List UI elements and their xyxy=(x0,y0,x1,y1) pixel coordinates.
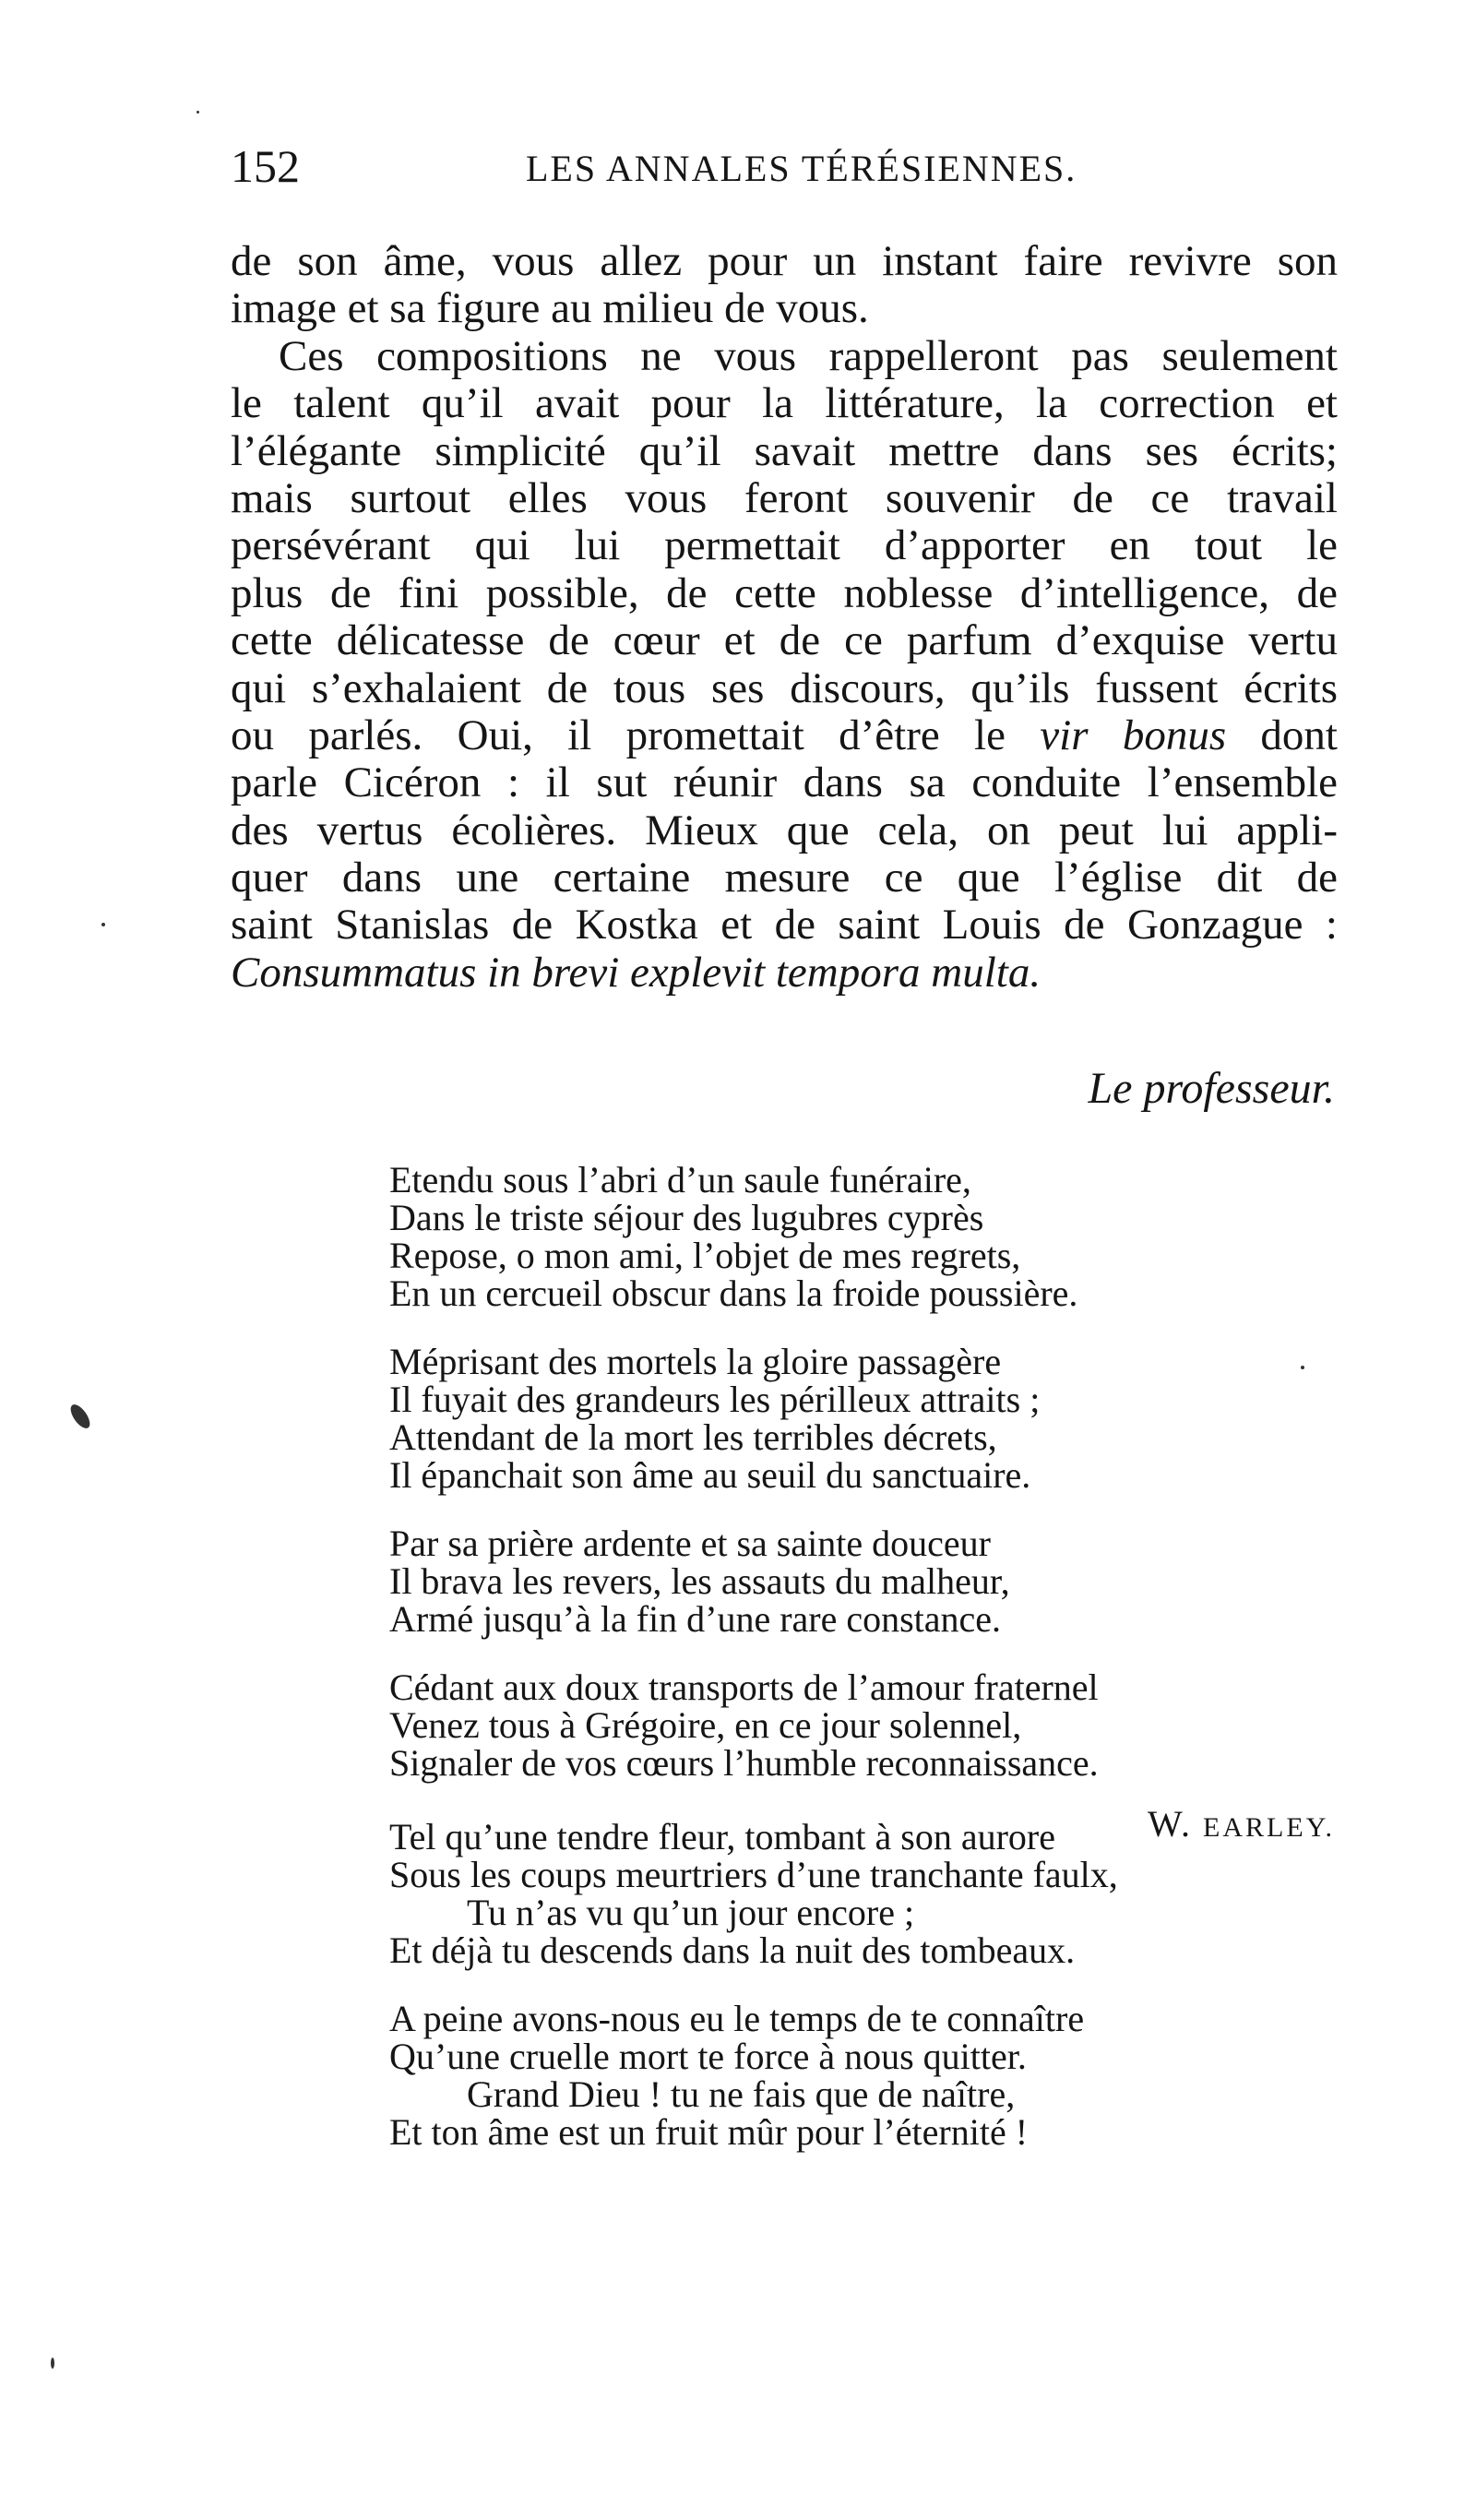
prose-line: parle Cicéron : il sut réunir dans sa conduite l’ensemble xyxy=(231,758,1338,807)
scan-speck xyxy=(67,1402,94,1432)
verse-line: Il brava les revers, les assauts du malheur, xyxy=(389,1560,1010,1602)
verse-line: Signaler de vos cœurs l’humble reconnaissance. xyxy=(389,1742,1099,1784)
scan-speck xyxy=(1301,1366,1304,1369)
verse-line: Etendu sous l’abri d’un saule funéraire, xyxy=(389,1159,971,1200)
verse-line: Sous les coups meurtriers d’une tranchante faulx, xyxy=(389,1854,1118,1895)
prose-paragraph xyxy=(231,238,1338,997)
signature-le-professeur: Le professeur. xyxy=(1088,1064,1335,1113)
verse-line: Et déjà tu descends dans la nuit des tombeaux. xyxy=(389,1929,1076,1971)
prose-line: qui s’exhalaient de tous ses discours, qu’ils fussent écrits xyxy=(231,663,1338,712)
verse-line: Et ton âme est un fruit mûr pour l’éternité ! xyxy=(389,2111,1029,2153)
verse-line: Qu’une cruelle mort te force à nous quitter. xyxy=(389,2036,1027,2077)
verse-line: Grand Dieu ! tu ne fais que de naître, xyxy=(467,2073,1016,2115)
prose-line xyxy=(231,712,1338,759)
prose-line-text: ou parlés. Oui, il promettait d’être le xyxy=(231,711,1041,759)
verse-line: En un cercueil obscur dans la froide poussière. xyxy=(389,1272,1078,1314)
stanza xyxy=(389,1668,1099,1782)
latin-phrase: vir bonus xyxy=(1040,711,1227,759)
running-title: LES ANNALES TÉRÉSIENNES. xyxy=(526,148,1077,189)
verse-line: Tel qu’une tendre fleur, tombant à son aurore xyxy=(389,1816,1055,1857)
stanza xyxy=(389,1524,1099,1638)
verse-line: Méprisant des mortels la gloire passagère xyxy=(389,1341,1002,1382)
prose-line-text: dont xyxy=(1226,711,1338,759)
verse-line: Venez tous à Grégoire, en ce jour solennel, xyxy=(389,1704,1022,1746)
verse-line: Repose, o mon ami, l’objet de mes regrets, xyxy=(389,1235,1021,1276)
prose-line xyxy=(231,949,1338,997)
verse-line: Attendant de la mort les terribles décrets, xyxy=(389,1416,997,1458)
verse-line: Tu n’as vu qu’un jour encore ; xyxy=(467,1892,915,1933)
scan-speck xyxy=(196,111,199,113)
verse-line: Il épanchait son âme au seuil du sanctuaire. xyxy=(389,1454,1031,1496)
stanza xyxy=(389,1161,1099,1312)
prose-line: quer dans une certaine mesure ce que l’église dit de xyxy=(231,854,1338,902)
author-name: EARLEY. xyxy=(1203,1812,1335,1843)
latin-quotation: Consummatus in brevi explevit tempora multa. xyxy=(231,948,1041,997)
author-attribution xyxy=(1148,1801,1335,1851)
verse-line: Dans le triste séjour des lugubres cyprès xyxy=(389,1197,984,1238)
prose-line: image et sa figure au milieu de vous. xyxy=(231,284,869,333)
page-header xyxy=(231,138,1338,194)
poem-one xyxy=(389,1161,1099,1812)
stanza xyxy=(389,2000,1118,2151)
prose-line: Ces compositions ne vous rappelleront pas seulement xyxy=(279,331,1338,380)
prose-line: plus de fini possible, de cette noblesse d’intelligence, de xyxy=(231,568,1338,617)
prose-line: persévérant qui lui permettait d’apporter en tout le xyxy=(231,521,1338,570)
prose-line: de son âme, vous allez pour un instant faire revivre son xyxy=(231,237,1338,285)
verse-line: Il fuyait des grandeurs les périlleux attraits ; xyxy=(389,1379,1041,1420)
stanza xyxy=(389,1818,1118,1969)
verse-line: A peine avons-nous eu le temps de te connaître xyxy=(389,1998,1085,2039)
prose-line: cette délicatesse de cœur et de ce parfum d’exquise vertu xyxy=(231,616,1338,665)
prose-line: des vertus écolières. Mieux que cela, on peut lui appli- xyxy=(231,806,1338,854)
poem-two xyxy=(389,1818,1118,2181)
scan-speck xyxy=(51,2358,54,2369)
stanza xyxy=(389,1343,1099,1494)
scan-speck xyxy=(101,923,105,926)
verse-line: Par sa prière ardente et sa sainte douceur xyxy=(389,1523,991,1564)
prose-line: l’élégante simplicité qu’il savait mettre dans ses écrits; xyxy=(231,426,1338,475)
verse-line: Armé jusqu’à la fin d’une rare constance. xyxy=(389,1598,1002,1640)
prose-line: le talent qu’il avait pour la littérature, la correction et xyxy=(231,379,1338,428)
prose-line: saint Stanislas de Kostka et de saint Louis de Gonzague : xyxy=(231,901,1338,949)
author-initial: W. xyxy=(1147,1803,1193,1845)
page-number: 152 xyxy=(231,140,300,192)
prose-line: mais surtout elles vous feront souvenir de ce travail xyxy=(231,473,1338,522)
verse-line: Cédant aux doux transports de l’amour fraternel xyxy=(389,1666,1099,1708)
